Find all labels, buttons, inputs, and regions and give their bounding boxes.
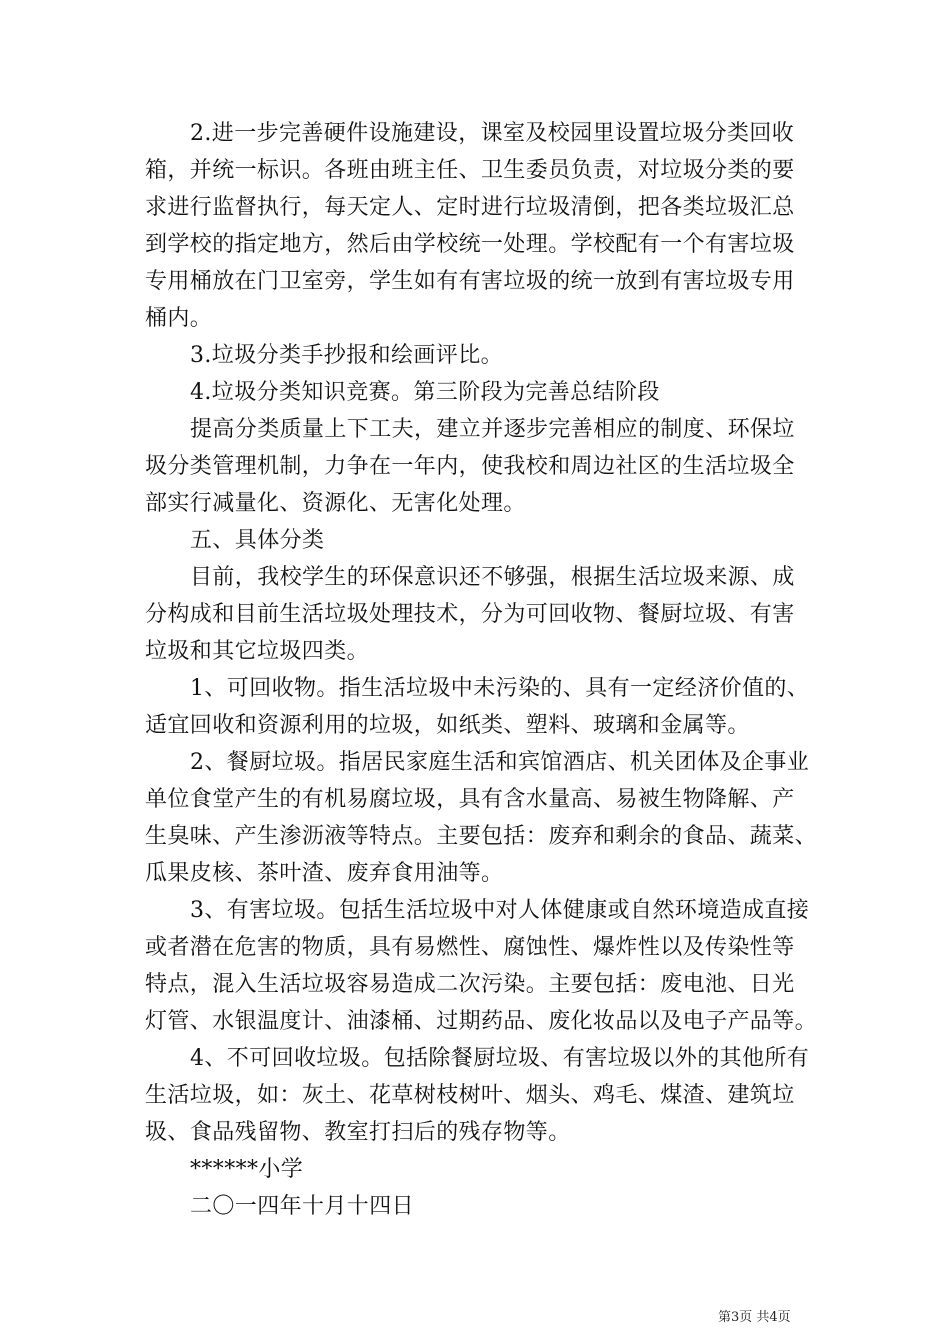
text-line: 适宜回收和资源利用的垃圾，如纸类、塑料、玻璃和金属等。	[145, 713, 750, 738]
text-line: 目前，我校学生的环保意识还不够强，根据生活垃圾来源、成	[190, 565, 795, 590]
text-line: 桶内。	[145, 306, 213, 331]
text-line: 分构成和目前生活垃圾处理技术，分为可回收物、餐厨垃圾、有害	[145, 602, 795, 627]
signature-date: 二〇一四年十月十四日	[190, 1194, 415, 1219]
signature-school: ******小学	[190, 1157, 304, 1182]
text-line: 部实行减量化、资源化、无害化处理。	[145, 491, 526, 516]
text-line: 求进行监督执行，每天定人、定时进行垃圾清倒，把各类垃圾汇总	[145, 195, 795, 220]
text-line: 生臭味、产生渗沥液等特点。主要包括：废弃和剩余的食品、蔬菜、	[145, 824, 818, 849]
text-line: 垃圾和其它垃圾四类。	[145, 639, 370, 664]
text-line: 到学校的指定地方，然后由学校统一处理。学校配有一个有害垃圾	[145, 232, 795, 257]
text-line: 提高分类质量上下工夫，建立并逐步完善相应的制度、环保垃	[190, 417, 795, 442]
text-line: 1、可回收物。指生活垃圾中未污染的、具有一定经济价值的、	[190, 676, 810, 701]
text-line: 4.垃圾分类知识竞赛。第三阶段为完善总结阶段	[190, 380, 660, 405]
text-line: 2、餐厨垃圾。指居民家庭生活和宾馆酒店、机关团体及企事业	[190, 750, 810, 775]
text-line: 专用桶放在门卫室旁，学生如有有害垃圾的统一放到有害垃圾专用	[145, 269, 795, 294]
text-line: 圾、食品残留物、教室打扫后的残存物等。	[145, 1120, 571, 1145]
text-line: 4、不可回收垃圾。包括除餐厨垃圾、有害垃圾以外的其他所有	[190, 1046, 810, 1071]
text-line: 3.垃圾分类手抄报和绘画评比。	[190, 343, 503, 368]
text-line: 或者潜在危害的物质，具有易燃性、腐蚀性、爆炸性以及传染性等	[145, 935, 795, 960]
text-line: 单位食堂产生的有机易腐垃圾，具有含水量高、易被生物降解、产	[145, 787, 795, 812]
text-line: 圾分类管理机制，力争在一年内，使我校和周边社区的生活垃圾全	[145, 454, 795, 479]
text-line: 2.进一步完善硬件设施建设，课室及校园里设置垃圾分类回收	[190, 121, 795, 146]
text-line: 3、有害垃圾。包括生活垃圾中对人体健康或自然环境造成直接	[190, 898, 810, 923]
text-line: 箱，并统一标识。各班由班主任、卫生委员负责，对垃圾分类的要	[145, 158, 795, 183]
text-line: 特点，混入生活垃圾容易造成二次污染。主要包括：废电池、日光	[145, 972, 795, 997]
text-line: 瓜果皮核、茶叶渣、废弃食用油等。	[145, 861, 504, 886]
page-number-footer: 第3页 共4页	[718, 1310, 791, 1325]
text-line: 灯管、水银温度计、油漆桶、过期药品、废化妆品以及电子产品等。	[145, 1009, 818, 1034]
section-heading: 五、具体分类	[190, 528, 325, 553]
text-line: 生活垃圾，如：灰土、花草树枝树叶、烟头、鸡毛、煤渣、建筑垃	[145, 1083, 795, 1108]
